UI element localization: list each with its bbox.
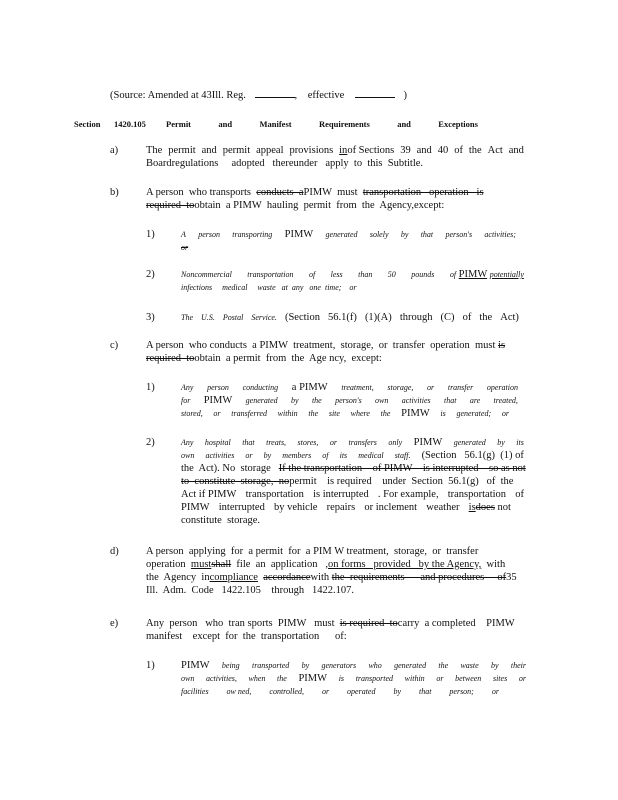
item-b1: A person transporting PIMW generated solely by that person's activities; or <box>181 229 516 252</box>
source-close: ) <box>403 90 408 101</box>
subsection-b: A person who transports conducts aPIMW must transportation operation is required toobtain a PIMW hauling permit from the Agency,except: <box>146 187 484 211</box>
subsection-e: Any person who tran sports PIMW must is required tocarry a completed PIMW manifest except for the transportation of: <box>146 618 515 642</box>
section-title: Permit and Manifest Requirements and Exceptions <box>166 119 478 129</box>
item-b2: Noncommercial transportation of less than 50 pounds of PIMW potentially infections medical waste at any one time; or <box>181 269 524 292</box>
subsection-e-marker: e) <box>110 618 119 629</box>
section-label: Section <box>74 119 101 129</box>
item-c1: Any person conducting a PIMW treatment, storage, or transfer operation for PIMW generated by the person's own activities that are treated, stored, or transferred within the site where the PIMW is generated; or <box>181 382 518 419</box>
item-e1-marker: 1) <box>146 660 155 671</box>
source-lead: (Source: Amended at 43Ill. Reg. <box>110 90 246 101</box>
subsection-c-marker: c) <box>110 340 119 351</box>
subsection-a: The permit and permit appeal provisions inof Sections 39 and 40 of the Act and Boardregulations adopted thereunder apply to this Subtitle. <box>146 145 524 169</box>
section-number: 1420.105 <box>114 119 146 129</box>
source-line: (Source: Amended at 43Ill. Reg. , effective ) <box>110 90 408 101</box>
item-b1-marker: 1) <box>146 229 155 240</box>
subsection-b-marker: b) <box>110 187 119 198</box>
item-c2-marker: 2) <box>146 437 155 448</box>
subsection-a-marker: a) <box>110 145 119 156</box>
subsection-d-marker: d) <box>110 546 119 557</box>
item-b3-marker: 3) <box>146 312 155 323</box>
item-c2: Any hospital that treats, stores, or transfers only PIMW generated by its own activities or by members of its medical staff. (Section 56.1(g) (1) of the Act). No storage If the transportation of PIMW is interrupted so as not to constitute storage, nopermit is required under Section 56.1(g) of the Act if PIMW transportation is interrupted . For example, transportation of PIMW interrupted by vehicle repairs or inclement weather isdoes not constitute storage. <box>181 437 526 526</box>
register-blank <box>255 88 295 98</box>
effective-blank <box>355 88 395 98</box>
item-e1: PIMW being transported by generators who generated the waste by their own activities, when the PIMW is transported within or between sites or facilities ow ned, controlled, or operated by that person; or <box>181 660 526 696</box>
item-b3: The U.S. Postal Service. (Section 56.1(f) (1)(A) through (C) of the Act) <box>181 312 519 323</box>
subsection-d: A person applying for a permit for a PIM W treatment, storage, or transfer operation mustshall file an application ,on forms provided by the Agency, with the Agency incompliance accordancewith the requirements and procedures of35 Ill. Adm. Code 1422.105 through 1422.107. <box>146 546 517 596</box>
subsection-c: A person who conducts a PIMW treatment, storage, or transfer operation must is required toobtain a permit from the Age ncy, except: <box>146 340 506 364</box>
item-c1-marker: 1) <box>146 382 155 393</box>
item-b2-marker: 2) <box>146 269 155 280</box>
effective-label: effective <box>307 90 345 101</box>
